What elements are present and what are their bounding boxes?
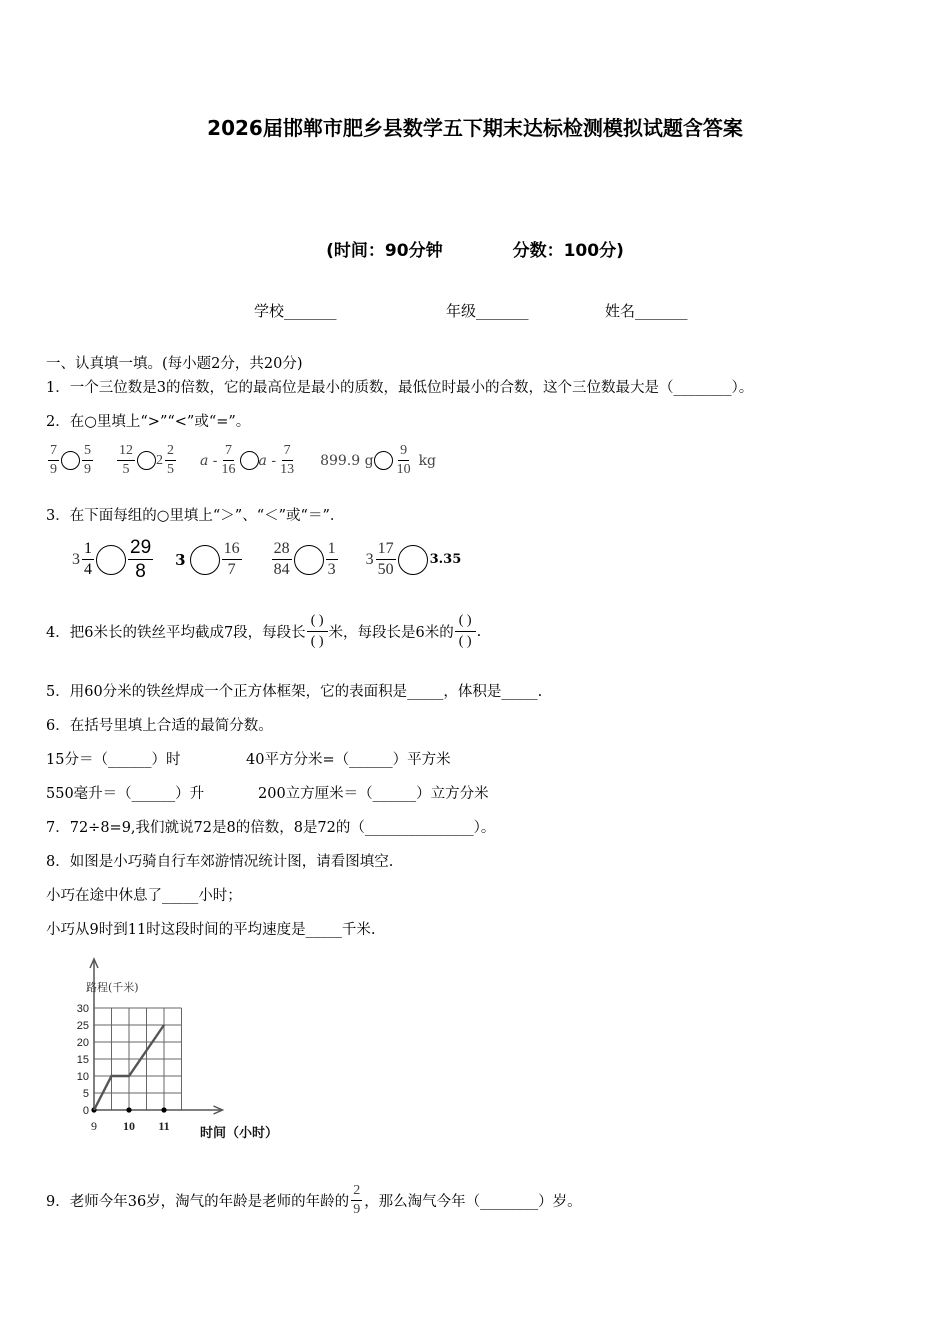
exam-time: (时间：90分钟 <box>326 241 443 261</box>
expr-a: a - <box>200 452 218 469</box>
mass-unit: kg <box>418 452 437 469</box>
compare-right: 3.35 <box>429 552 462 567</box>
name-field[interactable]: 姓名_______ <box>605 302 688 320</box>
q4-text-1: 4．把6米长的铁丝平均截成7段，每段长 <box>46 625 306 641</box>
y-axis-label: 路程(千米) <box>86 981 139 994</box>
frac-num: 29 <box>130 537 152 558</box>
y-tick-label: 30 <box>76 1003 89 1015</box>
answer-circle[interactable] <box>398 545 428 575</box>
frac-num: 5 <box>82 444 93 461</box>
frac-den: 3 <box>327 561 336 578</box>
mixed-whole: 3 <box>72 550 80 568</box>
frac-den: 8 <box>135 561 146 582</box>
y-tick-label: 10 <box>76 1071 89 1083</box>
blank-num: ( ) <box>455 614 476 632</box>
question-8-line-2: 小巧从9时到11时这段时间的平均速度是_____千米. <box>46 922 376 938</box>
distance-time-chart <box>50 955 310 1145</box>
answer-fraction[interactable] <box>307 614 328 649</box>
question-2: 2．在○里填上“>”“<”或“=”。 <box>46 414 251 430</box>
frac-den: 50 <box>377 561 394 578</box>
question-4 <box>46 614 481 649</box>
frac-num: 17 <box>376 541 396 560</box>
frac-den: 9 <box>50 462 57 477</box>
question-5: 5．用60分米的铁丝焊成一个正方体框架，它的表面积是_____，体积是_____. <box>46 684 543 700</box>
compare-left: 3 <box>175 550 186 569</box>
frac-num: 2 <box>351 1184 362 1201</box>
answer-circle[interactable] <box>294 545 324 575</box>
blank-den: ( ) <box>310 634 324 649</box>
y-tick-label: 0 <box>82 1105 89 1117</box>
section-heading: 一、认真填一填。(每小题2分，共20分) <box>46 356 303 372</box>
exam-score: 分数：100分) <box>512 241 624 261</box>
expr-a: a - <box>258 452 277 469</box>
frac-den: 10 <box>396 462 411 477</box>
y-tick-label: 5 <box>82 1088 89 1100</box>
y-tick-label: 15 <box>76 1054 89 1066</box>
answer-circle[interactable] <box>190 545 220 575</box>
answer-circle[interactable] <box>61 451 80 470</box>
q4-end: . <box>476 623 482 640</box>
mixed-whole: 2 <box>156 452 163 468</box>
question-6-line-2a: 550毫升＝（______）升 <box>46 786 205 802</box>
answer-circle[interactable] <box>137 451 156 470</box>
frac-den: 5 <box>167 462 174 477</box>
school-field[interactable]: 学校_______ <box>254 302 337 320</box>
y-tick-label: 20 <box>76 1037 89 1049</box>
frac-num: 7 <box>223 444 234 461</box>
frac-den: 7 <box>227 561 236 578</box>
frac-den: 9 <box>84 462 91 477</box>
q9-text-2: ，那么淘气今年（________）岁。 <box>364 1194 582 1210</box>
question-8-line-1: 小巧在途中休息了_____小时； <box>46 888 242 904</box>
frac-den: 13 <box>280 462 295 477</box>
x-tick-dot <box>161 1107 166 1112</box>
answer-circle[interactable] <box>96 545 126 575</box>
frac-num: 1 <box>82 541 94 560</box>
frac-num: 12 <box>117 444 135 461</box>
frac-num: 2 <box>165 444 176 461</box>
question-2-items <box>46 444 436 477</box>
frac-den: 9 <box>353 1202 361 1217</box>
frac-den: 5 <box>122 462 130 477</box>
frac-den: 16 <box>221 462 236 477</box>
question-3: 3．在下面每组的○里填上“＞”、“＜”或“＝”． <box>46 508 345 524</box>
question-8: 8．如图是小巧骑自行车郊游情况统计图，请看图填空. <box>46 854 394 870</box>
question-7: 7．72÷8=9,我们就说72是8的倍数，8是72的（_______________）。 <box>46 820 496 836</box>
frac-num: 7 <box>282 444 293 461</box>
question-6: 6．在括号里填上合适的最简分数。 <box>46 718 273 734</box>
question-6-line-2b: 200立方厘米＝（______）立方分米 <box>258 786 489 802</box>
question-9 <box>46 1184 582 1217</box>
frac-num: 28 <box>272 541 292 560</box>
frac-num: 1 <box>326 541 338 560</box>
frac-den: 4 <box>84 561 92 578</box>
q9-text-1: 9．老师今年36岁，淘气的年龄是老师的年龄的 <box>46 1194 350 1210</box>
mixed-whole: 3 <box>365 550 374 568</box>
x-axis-label: 时间（小时） <box>200 1126 279 1141</box>
x-tick-label: 9 <box>91 1119 97 1133</box>
page-title: 2026届邯郸市肥乡县数学五下期末达标检测模拟试题含答案 <box>207 116 743 140</box>
exam-meta <box>0 236 950 261</box>
blank-num: ( ) <box>307 614 328 632</box>
question-6-line-1a: 15分＝（______）时 <box>46 752 181 768</box>
y-tick-label: 25 <box>76 1020 89 1032</box>
mass-left: 899.9 g <box>320 452 374 469</box>
question-6-line-1b: 40平方分米=（______）平方米 <box>246 752 451 768</box>
x-tick-label: 11 <box>158 1119 170 1133</box>
frac-den: 84 <box>273 561 290 578</box>
q4-text-2: 米，每段长是6米的 <box>328 625 454 641</box>
question-1: 1．一个三位数是3的倍数，它的最高位是最小的质数，最低位时最小的合数，这个三位数最大是（________）。 <box>46 380 754 396</box>
frac-num: 9 <box>398 444 409 461</box>
question-3-items <box>72 538 461 581</box>
x-tick-label: 10 <box>123 1119 135 1133</box>
blank-den: ( ) <box>458 634 472 649</box>
grade-field[interactable]: 年级_______ <box>446 302 529 320</box>
frac-num: 16 <box>222 541 242 560</box>
x-tick-dot <box>126 1107 131 1112</box>
answer-circle[interactable] <box>240 451 259 470</box>
answer-circle[interactable] <box>374 451 393 470</box>
answer-fraction[interactable] <box>455 614 476 649</box>
frac-num: 7 <box>48 444 59 461</box>
